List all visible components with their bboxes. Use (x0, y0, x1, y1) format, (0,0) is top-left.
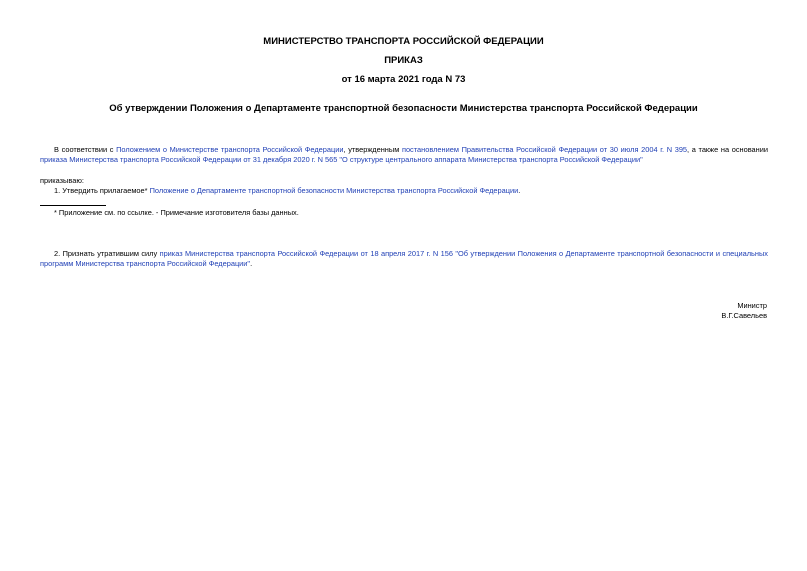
item-1-paragraph (54, 186, 768, 196)
document-title: Об утверждении Положения о Департаменте транспортной безопасности Министерства транспорта Российской Федерации (109, 103, 698, 114)
link-ministry-regulation[interactable]: Положением о Министерстве транспорта Российской Федерации (116, 145, 344, 154)
item-2-paragraph (40, 249, 768, 269)
link-order-156[interactable]: приказ Министерства транспорта Российской Федерации от 18 апреля 2017 г. N 156 "Об утверждении Положения о Департаменте транспортной безопасности и специальных программ Министерства транспорта Российской Федерации" (40, 249, 768, 268)
footnote-text: * Приложение см. по ссылке. - Примечание изготовителя базы данных. (54, 208, 299, 217)
doc-type-heading: ПРИКАЗ (384, 55, 423, 66)
item-1-end: . (518, 186, 521, 195)
signature-name: В.Г.Савельев (721, 311, 767, 320)
item-2-end: . (250, 259, 253, 268)
footnote-divider (40, 205, 106, 206)
link-government-decree[interactable]: постановлением Правительства Российской Федерации от 30 июля 2004 г. N 395 (401, 145, 688, 154)
item-1-text: 1. Утвердить прилагаемое* (54, 186, 150, 195)
preamble-paragraph (40, 145, 768, 165)
preamble-text-1: В соответствии с (54, 145, 117, 154)
date-line: от 16 марта 2021 года N 73 (341, 74, 466, 85)
link-department-regulation[interactable]: Положение о Департаменте транспортной безопасности Министерства транспорта Российской Федерации (149, 186, 519, 195)
link-order-565[interactable]: приказа Министерства транспорта Российской Федерации от 31 декабря 2020 г. N 565 "О структуре центрального аппарата Министерства транспорта Российской Федерации" (40, 155, 643, 164)
signature-position: Министр (737, 301, 767, 310)
order-word: приказываю: (40, 176, 84, 185)
item-2-text: 2. Признать утратившим силу (54, 249, 160, 258)
ministry-heading: МИНИСТЕРСТВО ТРАНСПОРТА РОССИЙСКОЙ ФЕДЕРАЦИИ (263, 36, 544, 47)
preamble-text-3: , а также на основании (687, 145, 768, 154)
preamble-text-2: , утвержденным (343, 145, 402, 154)
